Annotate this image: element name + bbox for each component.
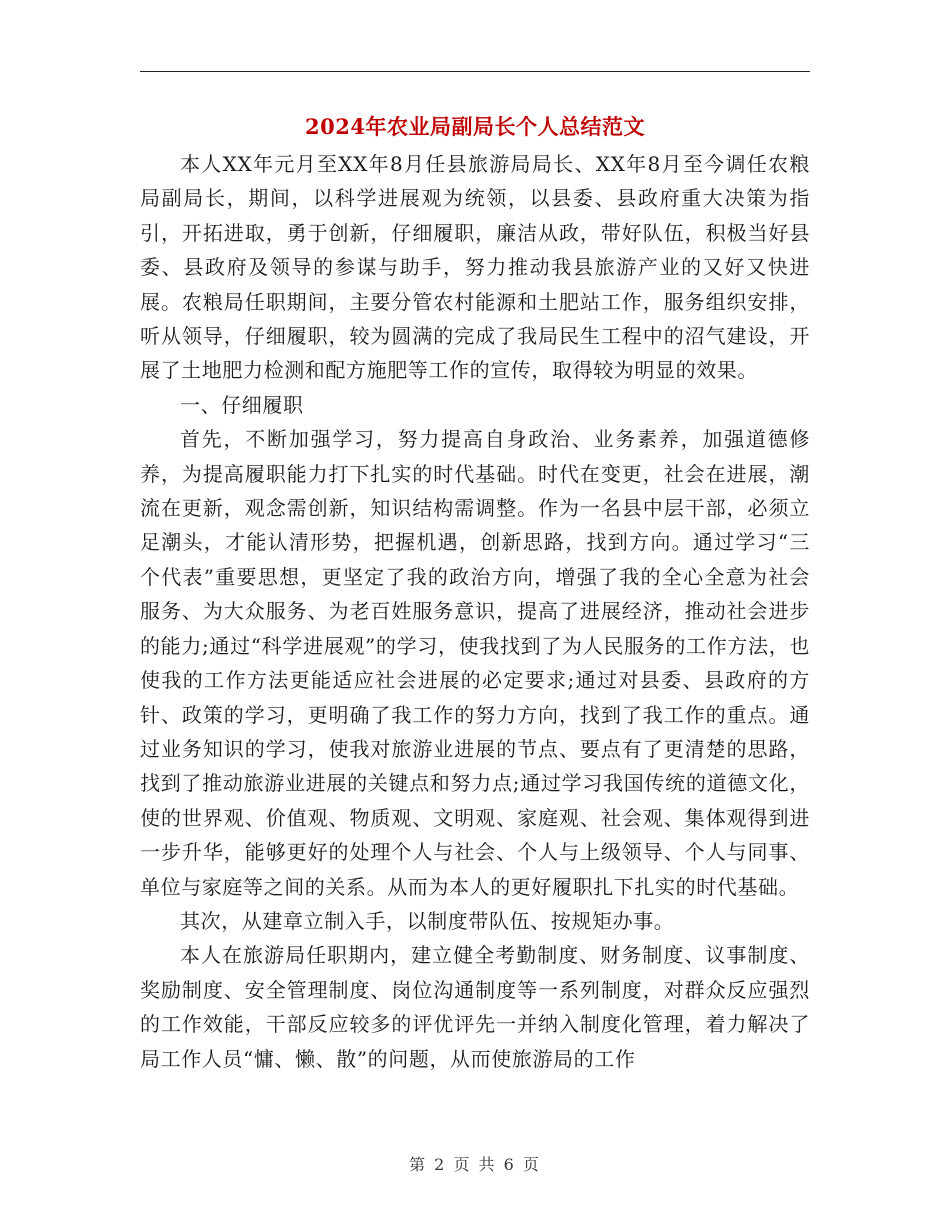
- header-rule: [140, 71, 810, 72]
- section-heading-1: 一、仔细履职: [180, 392, 304, 417]
- paragraph-first: 首先，不断加强学习，努力提高自身政治、业务素养，加强道德修养，为提高履职能力打下扎实的时代基础。时代在变更，社会在进展，潮流在更新，观念需创新，知识结构需调整。作为一名县中层干部，必须立足潮头，才能认清形势，把握机遇，创新思路，找到方向。通过学习“三个代表”重要思想，更坚定了我的政治方向，增强了我的全心全意为社会服务、为大众服务、为老百姓服务意识，提高了进展经济，推动社会进步的能力;通过“科学进展观”的学习，使我找到了为人民服务的工作方法，也使我的工作方法更能适应社会进展的必定要求;通过对县委、县政府的方针、政策的学习，更明确了我工作的努力方向，找到了我工作的重点。通过业务知识的学习，使我对旅游业进展的节点、要点有了更清楚的思路，找到了推动旅游业进展的关键点和努力点;通过学习我国传统的道德文化，使的世界观、价值观、物质观、文明观、家庭观、社会观、集体观得到进一步升华，能够更好的处理个人与社会、个人与上级领导、个人与同事、单位与家庭等之间的关系。从而为本人的更好履职扎下扎实的时代基础。: [140, 427, 810, 899]
- document-body: [140, 147, 810, 1076]
- page-footer: 第 2 页 共 6 页: [409, 1155, 541, 1174]
- document-title: 2024年农业局副局长个人总结范文: [305, 114, 645, 139]
- paragraph-second-heading: 其次，从建章立制入手，以制度带队伍、按规矩办事。: [180, 908, 675, 933]
- paragraph-regulations: 本人在旅游局任职期内，建立健全考勤制度、财务制度、议事制度、奖励制度、安全管理制度、岗位沟通制度等一系列制度，对群众反应强烈的工作效能，干部反应较多的评优评先一并纳入制度化管理，着力解决了局工作人员“慵、懒、散”的问题，从而使旅游局的工作: [140, 943, 810, 1071]
- paragraph-intro: 本人XX年元月至XX年8月任县旅游局局长、XX年8月至今调任农粮局副局长，期间，以科学进展观为统领，以县委、县政府重大决策为指引，开拓进取，勇于创新，仔细履职，廉洁从政，带好队伍，积极当好县委、县政府及领导的参谋与助手，努力推动我县旅游产业的又好又快进展。农粮局任职期间，主要分管农村能源和土肥站工作，服务组织安排，听从领导，仔细履职，较为圆满的完成了我局民生工程中的沼气建设，开展了土地肥力检测和配方施肥等工作的宣传，取得较为明显的效果。: [140, 152, 810, 383]
